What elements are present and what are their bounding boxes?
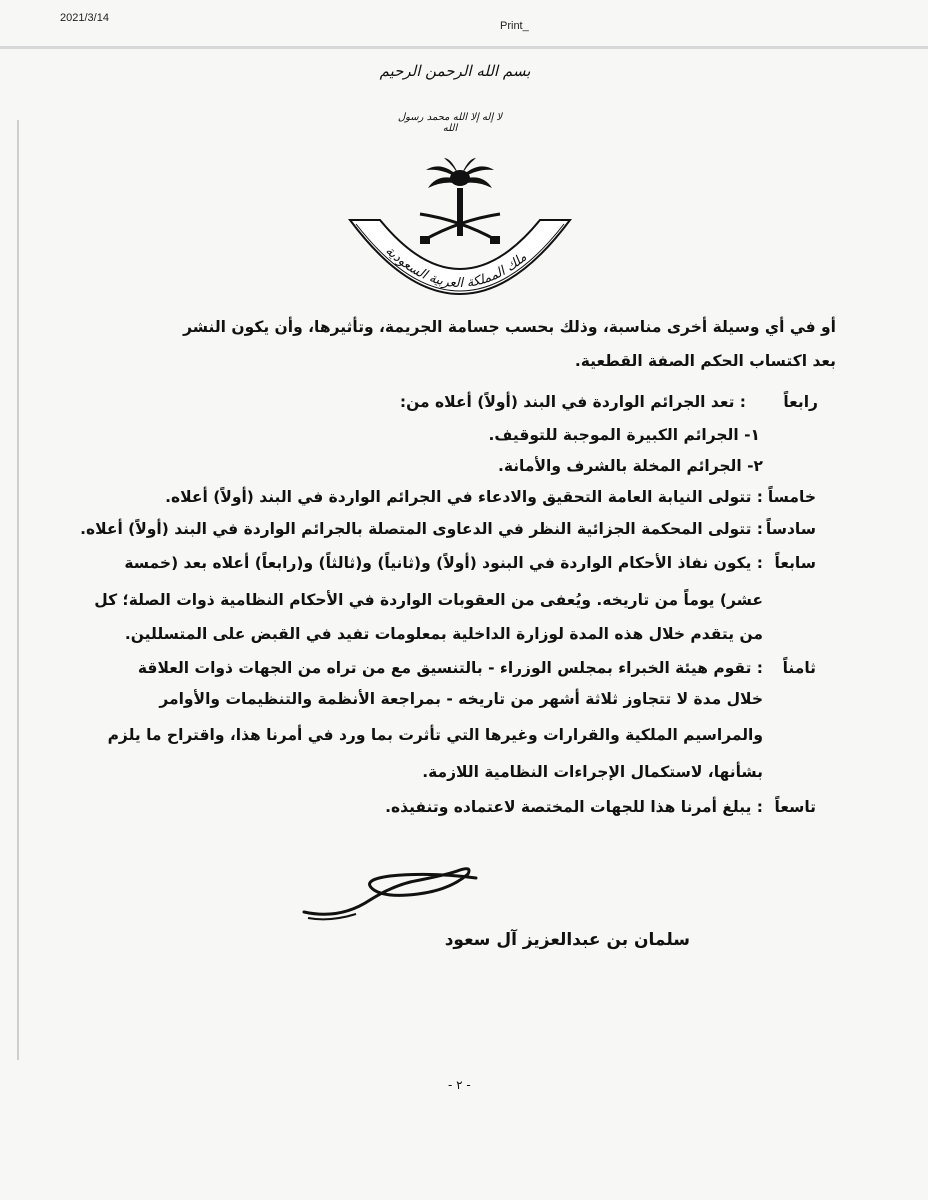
clause-label: سابعاً <box>774 554 816 572</box>
basmala: بسم الله الرحمن الرحيم <box>379 62 531 80</box>
clause-line: عشر) يوماً من تاريخه. ويُعفى من العقوبات الواردة في الأحكام النظامية ذوات الصلة؛ كل <box>94 591 763 609</box>
clause-line: من يتقدم خلال هذه المدة لوزارة الداخلية بمعلومات تفيد في القبض على المتسللين. <box>124 625 763 643</box>
clause-label: سادساً <box>765 520 816 538</box>
clause-line: : تعد الجرائم الواردة في البند (أولاً) أعلاه من: <box>399 393 746 411</box>
clause-line: : يبلغ أمرنا هذا للجهات المختصة لاعتماده وتنفيذه. <box>385 798 763 816</box>
print-label: Print_ <box>500 20 529 32</box>
clause-line: : يكون نفاذ الأحكام الواردة في البنود (أولاً) و(ثانياً) و(ثالثاً) و(رابعاً) أعلاه بعد (خمسة <box>124 554 763 572</box>
clause-line: والمراسيم الملكية والقرارات وغيرها التي تأثرت بما ورد في أمرنا هذا، واقتراح ما يلزم <box>107 726 763 744</box>
clause-line: بشأنها، لاستكمال الإجراءات النظامية اللازمة. <box>422 763 763 781</box>
clause-line: : تتولى النيابة العامة التحقيق والادعاء في الجرائم الواردة في البند (أولاً) أعلاه. <box>165 488 763 506</box>
clause-line: خلال مدة لا تتجاوز ثلاثة أشهر من تاريخه - بمراجعة الأنظمة والتنظيمات والأوامر <box>159 690 763 708</box>
shahada: لا إله إلا الله محمد رسول الله <box>397 112 503 134</box>
clause-label: رابعاً <box>783 393 818 411</box>
intro-line: بعد اكتساب الحكم الصفة القطعية. <box>574 352 836 370</box>
signature-icon <box>300 860 480 930</box>
clause-line: ١- الجرائم الكبيرة الموجبة للتوقيف. <box>488 426 760 444</box>
clause-line: : تقوم هيئة الخبراء بمجلس الوزراء - بالتنسيق مع من تراه من الجهات ذوات العلاقة <box>137 659 763 677</box>
clause-label: تاسعاً <box>774 798 816 816</box>
print-date: 2021/3/14 <box>60 12 109 24</box>
signer-name: سلمان بن عبدالعزيز آل سعود <box>444 930 690 950</box>
clause-label: ثامناً <box>782 659 816 677</box>
intro-line: أو في أي وسيلة أخرى مناسبة، وذلك بحسب جسامة الجريمة، وتأثيرها، وأن يكون النشر <box>183 318 836 336</box>
page-number: - ٢ - <box>448 1078 471 1092</box>
emblem-text: ملك المملكة العربية السعودية <box>382 243 530 292</box>
clause-line: ٢- الجرائم المخلة بالشرف والأمانة. <box>497 457 763 475</box>
clause-label: خامساً <box>767 488 816 506</box>
clause-line: : تتولى المحكمة الجزائية النظر في الدعاوى المتصلة بالجرائم الواردة في البند (أولاً) أعلاه. <box>80 520 763 538</box>
